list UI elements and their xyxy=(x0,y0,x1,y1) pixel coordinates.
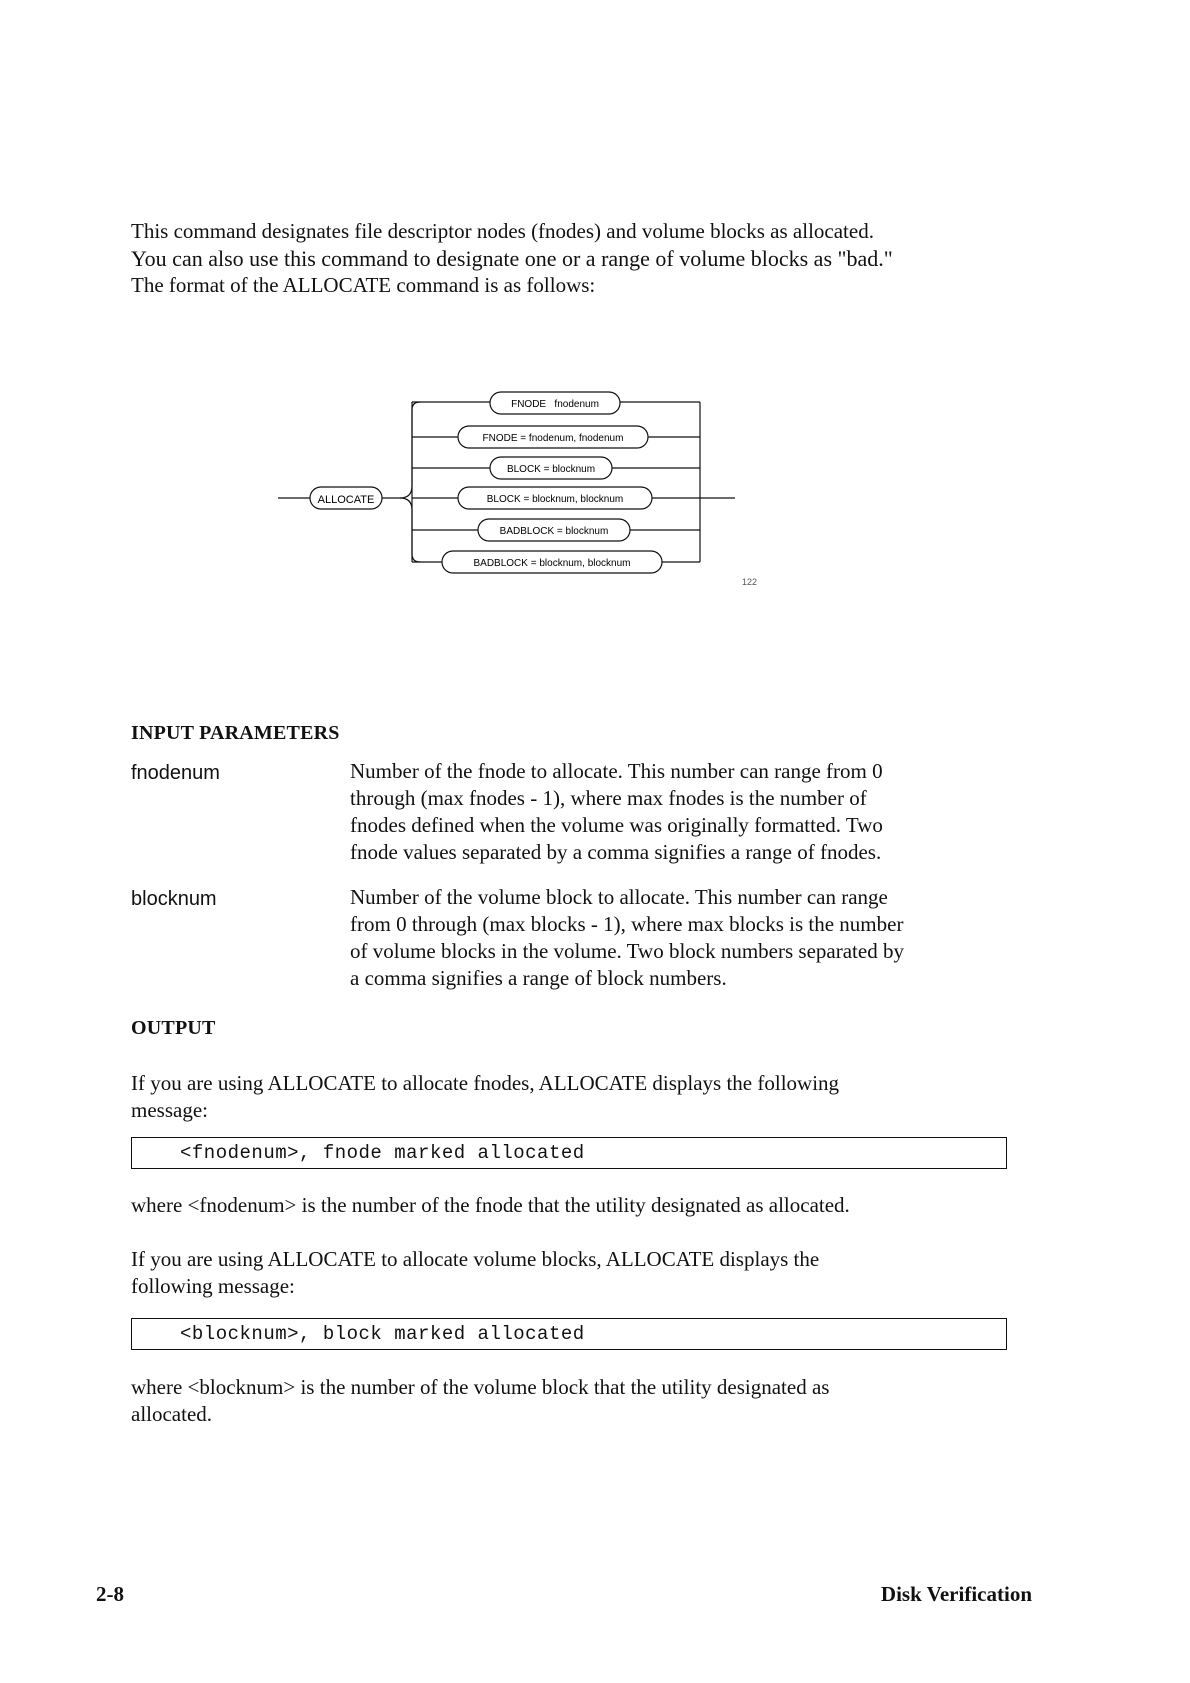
param-blocknum-line: from 0 through (max blocks - 1), where max blocks is the number xyxy=(350,912,904,936)
output-heading: OUTPUT xyxy=(131,1017,216,1039)
section-title: Disk Verification xyxy=(880,1582,1032,1606)
output-p4-line: where <blocknum> is the number of the volume block that the utility designated as xyxy=(131,1375,830,1399)
code-block-message: <blocknum>, block marked allocated xyxy=(180,1323,585,1345)
output-p2-line: where <fnodenum> is the number of the fnode that the utility designated as allocated. xyxy=(131,1193,850,1217)
param-blocknum-desc xyxy=(350,884,990,992)
output-p1-line: message: xyxy=(131,1098,208,1122)
code-box-fnode xyxy=(131,1137,1007,1169)
diagram-option-4: BLOCK = blocknum, blocknum xyxy=(486,494,624,505)
param-fnodenum-line: fnodes defined when the volume was originally formatted. Two xyxy=(350,813,883,837)
code-fnode-message: <fnodenum>, fnode marked allocated xyxy=(180,1142,585,1164)
output-paragraph-3 xyxy=(131,1246,1011,1300)
diagram-option-2: FNODE = fnodenum, fnodenum xyxy=(482,433,624,444)
param-fnodenum-line: through (max fnodes - 1), where max fnodes is the number of xyxy=(350,786,867,810)
output-paragraph-4 xyxy=(131,1374,1011,1428)
param-fnodenum-line: Number of the fnode to allocate. This number can range from 0 xyxy=(350,759,883,783)
output-p1-line: If you are using ALLOCATE to allocate fnodes, ALLOCATE displays the following xyxy=(131,1071,840,1095)
intro-line-2: You can also use this command to designate one or a range of volume blocks as "bad." xyxy=(131,246,893,271)
output-paragraph-1 xyxy=(131,1070,1011,1124)
param-blocknum-line: Number of the volume block to allocate. This number can range xyxy=(350,885,888,909)
output-p3-line: If you are using ALLOCATE to allocate volume blocks, ALLOCATE displays the xyxy=(131,1247,820,1271)
diagram-option-5: BADBLOCK = blocknum xyxy=(499,526,609,537)
input-parameters-heading: INPUT PARAMETERS xyxy=(131,722,340,744)
diagram-option-3: BLOCK = blocknum xyxy=(506,464,596,475)
syntax-diagram xyxy=(0,380,1190,600)
diagram-option-1: FNODE fnodenum xyxy=(511,399,599,410)
param-fnodenum-desc xyxy=(350,758,990,866)
intro-line-3: The format of the ALLOCATE command is as follows: xyxy=(131,273,596,297)
diagram-command: ALLOCATE xyxy=(317,494,375,506)
output-p3-line: following message: xyxy=(131,1274,295,1298)
param-fnodenum-line: fnode values separated by a comma signifies a range of fnodes. xyxy=(350,840,882,864)
diagram-option-6: BADBLOCK = blocknum, blocknum xyxy=(473,558,631,569)
param-blocknum-name: blocknum xyxy=(131,888,217,910)
code-box-block xyxy=(131,1318,1007,1350)
diagram-figure-id: 122 xyxy=(742,577,758,587)
intro-paragraph xyxy=(131,218,1011,299)
output-p4-line: allocated. xyxy=(131,1402,213,1426)
page-number: 2-8 xyxy=(96,1582,124,1606)
intro-line-1: This command designates file descriptor nodes (fnodes) and volume blocks as allocated. xyxy=(131,219,874,243)
output-paragraph-2 xyxy=(131,1192,1011,1219)
param-blocknum-line: of volume blocks in the volume. Two block numbers separated by xyxy=(350,939,904,963)
param-blocknum-line: a comma signifies a range of block numbers. xyxy=(350,966,727,990)
param-fnodenum-name: fnodenum xyxy=(131,762,220,784)
